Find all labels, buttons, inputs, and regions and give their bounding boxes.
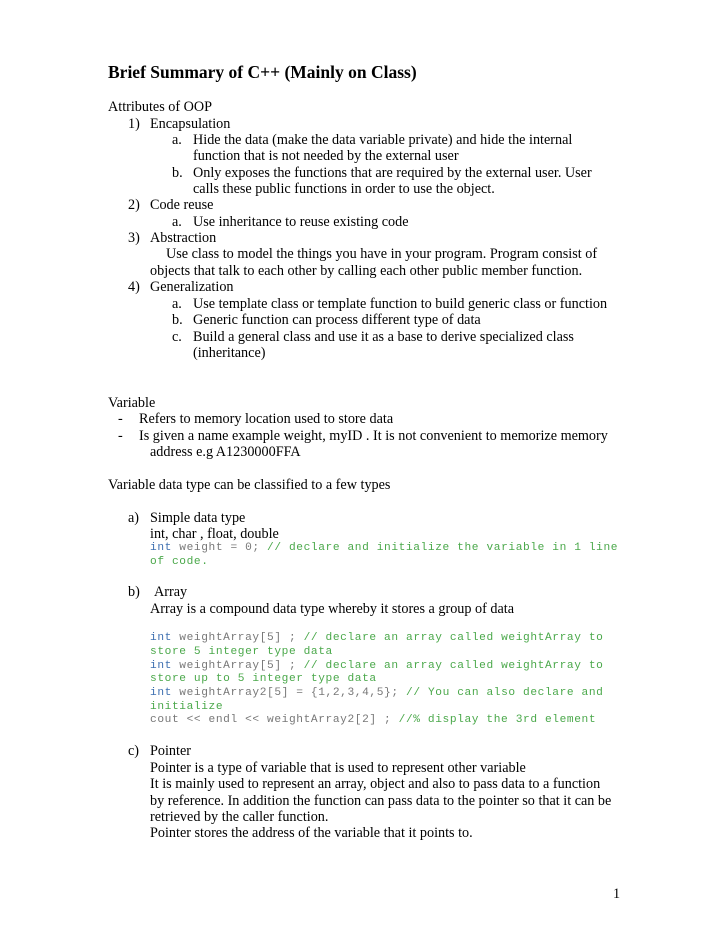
array-label: Array (154, 584, 188, 600)
pointer-text-line: It is mainly used to represent an array, object and also to pass data to a function (150, 776, 601, 792)
generalization-point-b: Generic function can process different type of data (193, 312, 481, 328)
abstraction-text: Use class to model the things you have in your program. Program consist of (166, 246, 598, 262)
code-line: initialize (150, 701, 224, 713)
bullet-dash: - (118, 411, 123, 427)
code-line: int weight = 0; // declare and initialize the variable in 1 line (150, 542, 619, 554)
list-marker: a. (172, 296, 182, 312)
variable-bullet-2-cont: address e.g A1230000FFA (150, 444, 301, 460)
generalization-point-c-cont: (inheritance) (193, 345, 266, 361)
oop-item-number: 3) (128, 230, 140, 246)
pointer-text-line: Pointer is a type of variable that is used to represent other variable (150, 760, 526, 776)
pointer-text-line: by reference. In addition the function can pass data to the pointer so that it can be (150, 793, 612, 809)
oop-heading: Attributes of OOP (108, 99, 213, 115)
list-marker: a. (172, 132, 182, 148)
abstraction-text-cont: objects that talk to each other by calling each other public member function. (150, 263, 583, 279)
oop-item-code-reuse: Code reuse (150, 197, 214, 213)
section-marker: b) (128, 584, 140, 600)
oop-item-encapsulation: Encapsulation (150, 116, 231, 132)
pointer-text-line: Pointer stores the address of the variable that it points to. (150, 825, 473, 841)
pointer-text-line: retrieved by the caller function. (150, 809, 329, 825)
list-marker: b. (172, 312, 183, 328)
encapsulation-point-a: Hide the data (make the data variable private) and hide the internal (193, 132, 573, 148)
types-heading: Variable data type can be classified to a few types (108, 477, 391, 493)
code-reuse-point-a: Use inheritance to reuse existing code (193, 214, 409, 230)
encapsulation-point-b-cont: calls these public functions in order to use the object. (193, 181, 495, 197)
page-number: 1 (613, 886, 621, 902)
generalization-point-c: Build a general class and use it as a base to derive specialized class (193, 329, 574, 345)
code-line: of code. (150, 556, 209, 568)
code-line: store up to 5 integer type data (150, 673, 377, 685)
oop-item-generalization: Generalization (150, 279, 234, 295)
variable-bullet-1: Refers to memory location used to store data (139, 411, 394, 427)
list-marker: b. (172, 165, 183, 181)
variable-heading: Variable (108, 395, 156, 411)
variable-bullet-2: Is given a name example weight, myID . It is not convenient to memorize memory (139, 428, 608, 444)
generalization-point-a: Use template class or template function to build generic class or function (193, 296, 608, 312)
encapsulation-point-b: Only exposes the functions that are required by the external user. User (193, 165, 592, 181)
oop-item-number: 1) (128, 116, 140, 132)
simple-type-label: Simple data type (150, 510, 246, 526)
code-line: cout << endl << weightArray2[2] ; //% display the 3rd element (150, 714, 597, 726)
code-line: int weightArray[5] ; // declare an array called weightArray to (150, 660, 604, 672)
oop-item-number: 2) (128, 197, 140, 213)
array-description: Array is a compound data type whereby it stores a group of data (150, 601, 515, 617)
list-marker: a. (172, 214, 182, 230)
list-marker: c. (172, 329, 182, 345)
simple-types-list: int, char , float, double (150, 526, 279, 542)
oop-item-abstraction: Abstraction (150, 230, 217, 246)
code-line: int weightArray2[5] = {1,2,3,4,5}; // You can also declare and (150, 687, 604, 699)
section-marker: c) (128, 743, 140, 759)
oop-item-number: 4) (128, 279, 140, 295)
encapsulation-point-a-cont: function that is not needed by the external user (193, 148, 459, 164)
pointer-label: Pointer (150, 743, 191, 759)
bullet-dash: - (118, 428, 123, 444)
code-line: int weightArray[5] ; // declare an array called weightArray to (150, 632, 604, 644)
document-title: Brief Summary of C++ (Mainly on Class) (108, 62, 417, 82)
section-marker: a) (128, 510, 140, 526)
code-line: store 5 integer type data (150, 646, 333, 658)
